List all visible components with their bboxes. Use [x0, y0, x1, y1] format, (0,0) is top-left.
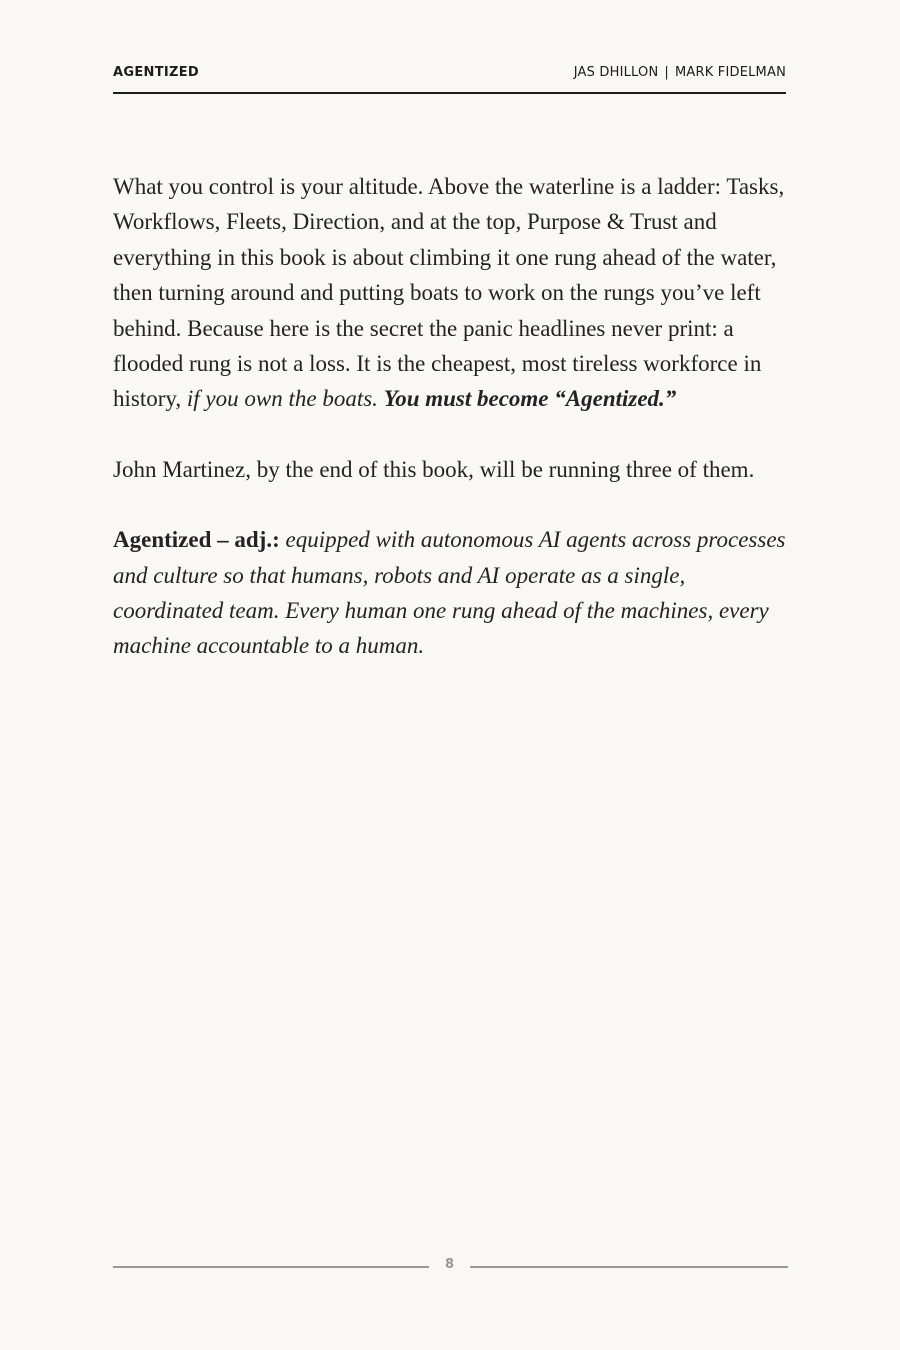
page-number: 8 [444, 1257, 455, 1272]
author-separator: | [664, 65, 669, 80]
page-body [113, 169, 788, 699]
paragraph-john-martinez: John Martinez, by the end of this book, will be running three of them. [113, 456, 755, 482]
author-names [574, 65, 786, 80]
paragraph-altitude [113, 169, 788, 417]
paragraph-altitude-italic: if you own the boats. [186, 386, 378, 412]
definition-block [113, 522, 788, 664]
paragraph-altitude-text: What you control is your altitude. Above the waterline is a ladder: Tasks, Workflows, Fleets, Direction, and at the top, Purpose & Trust and everything in this book is about climbing it one rung ahead of the water, then turning around and putting boats to work on the rungs you’ve left behind. Because here is the secret the panic headlines never print: a flooded rung is not a loss. It is the cheapest, most tireless workforce in history, [113, 174, 785, 412]
running-header [113, 62, 786, 94]
author-1: JAS DHILLON [573, 65, 659, 80]
definition-term: Agentized – adj.: [113, 527, 280, 553]
author-2: MARK FIDELMAN [674, 65, 786, 80]
paragraph-altitude-emphasis: You must become “Agentized.” [383, 386, 677, 412]
footer-rule-left [113, 1266, 429, 1268]
page-footer [113, 1256, 788, 1278]
definition-text: equipped with autonomous AI agents across processes and culture so that humans, robots and AI operate as a single, coordinated team. Every human one rung ahead of the machines, every machine accountable to a human. [113, 527, 786, 659]
footer-rule-right [470, 1266, 788, 1268]
book-title: AGENTIZED [113, 65, 199, 80]
